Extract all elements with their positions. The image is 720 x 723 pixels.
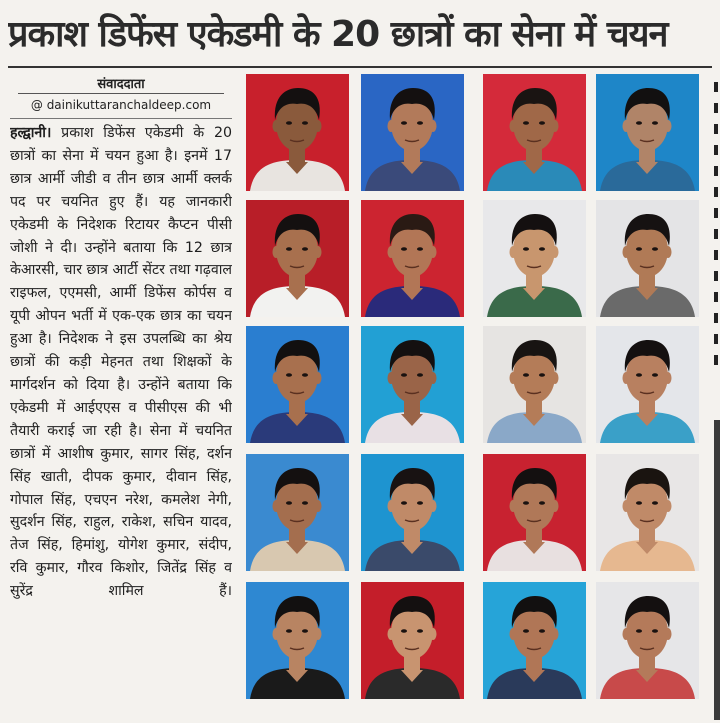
student-portrait xyxy=(483,454,586,571)
student-portrait xyxy=(246,326,349,443)
article-body xyxy=(10,122,232,718)
student-portrait xyxy=(361,200,464,317)
student-portrait xyxy=(596,582,699,699)
student-portrait xyxy=(596,74,699,191)
byline-rule xyxy=(18,93,224,94)
student-portrait xyxy=(246,74,349,191)
student-portrait xyxy=(361,582,464,699)
article-dateline: हल्द्वानी। xyxy=(10,125,52,141)
source-credit: @ dainikuttaranchaldeep.com xyxy=(30,98,212,112)
byline: संवाददाता xyxy=(97,77,145,92)
student-portrait xyxy=(246,454,349,571)
article-text: प्रकाश डिफेंस एकेडमी के 20 छात्रों का सेना में चयन हुआ है। इनमें 17 छात्र आर्मी जीडी व तीन छात्र आर्मी क्लर्क पद पर चयनित हुए हैं। यह जानकारी एकेडमी के निदेशक रिटायर कैप्टन पीसी जोशी ने दी। उन्होंने बताया कि 12 छात्र केआरसी, चार छात्र आर्टी सेंटर तथा गढ़वाल राइफल, एएमसी, आर्मी डिफेंस कोर्पस व यूपी ओपन भर्ती में एक-एक छात्र का चयन हुआ है। निदेशक ने इस उपलब्धि का श्रेय छात्रों की कड़ी मेहनत तथा शिक्षकों के मार्गदर्शन को दिया है। उन्होंने बताया कि एकेडमी में आईएएस व पीसीएस की भी तैयारी कराई जा रही है। सेना में चयनित छात्रों में आशीष कुमार, सागर सिंह, दर्शन सिंह खाती, दीपक कुमार, दीवान सिंह, गोपाल सिंह, एचएन नरेश, कमलेश नेगी, सुदर्शन सिंह, राहुल, राकेश, सचिन यादव, तेज सिंह, हिमांशु, योगेश कुमार, संदीप, रवि कुमार, गौरव किशोर, जितेंद्र सिंह व सुरेंद्र शामिल हैं। xyxy=(10,125,232,600)
source-rule xyxy=(10,118,232,119)
student-portrait xyxy=(483,200,586,317)
student-portrait xyxy=(361,74,464,191)
headline-rule xyxy=(8,66,712,68)
adjacent-column-bar xyxy=(714,420,720,720)
student-portrait xyxy=(483,326,586,443)
student-portrait xyxy=(483,582,586,699)
photo-grid xyxy=(246,74,704,714)
student-portrait xyxy=(596,454,699,571)
student-portrait xyxy=(483,74,586,191)
student-portrait xyxy=(361,326,464,443)
student-portrait xyxy=(246,582,349,699)
student-portrait xyxy=(596,326,699,443)
student-portrait xyxy=(246,200,349,317)
student-portrait xyxy=(361,454,464,571)
student-portrait xyxy=(596,200,699,317)
headline: प्रकाश डिफेंस एकेडमी के 20 छात्रों का सेना में चयन xyxy=(8,14,668,55)
